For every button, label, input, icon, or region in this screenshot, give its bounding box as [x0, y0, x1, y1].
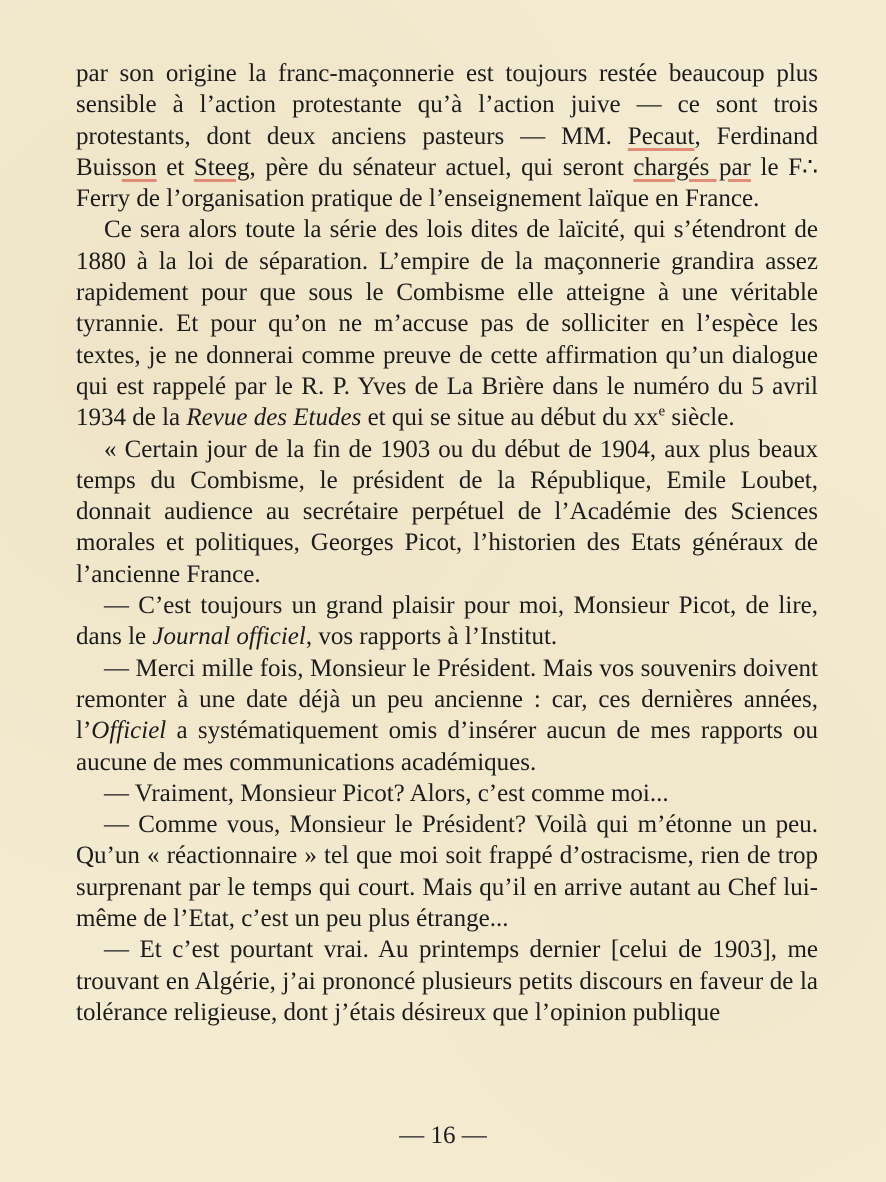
text-run: — Vraiment, Monsieur Picot? Alors, c’est comme moi...: [104, 779, 669, 807]
paragraph: [76, 934, 818, 1028]
superscript: e: [658, 403, 666, 420]
paragraph: [76, 214, 818, 433]
text-run: a systématiquement omis d’insérer aucun de mes rapports ou aucune de mes communications académiques.: [76, 717, 818, 776]
text-run: et qui se situe au début du xx: [361, 404, 659, 432]
paragraph: [76, 58, 818, 214]
highlighted-text: chargés par: [633, 153, 751, 181]
text-run: — C’est toujours un grand plaisir pour moi, Monsieur Picot, de lire, dans le: [76, 592, 818, 651]
text-run: siècle.: [665, 404, 735, 432]
text-run: , Ferdinand Buis: [76, 122, 818, 181]
paragraph: [76, 434, 818, 590]
text-run: — Comme vous, Monsieur le Président? Voilà qui m’étonne un peu. Qu’un « réactionnaire » tel que moi soit frappé d’ostracisme, rien de trop surprenant par le temps qui court. Mais qu’il en arrive autant au Chef lui-même de l’Etat, c’est un peu plus étrange...: [76, 811, 818, 933]
paragraph: [76, 778, 818, 809]
page-number: — 16 —: [399, 1122, 487, 1149]
paragraph: [76, 590, 818, 653]
highlighted-text: Pecaut: [627, 122, 695, 150]
text-run: — Et c’est pourtant vrai. Au printemps dernier [celui de 1903], me trouvant en Algérie, j’ai prononcé plusieurs petits discours en faveur de la tolérance religieuse, dont j’étais désireux que l’opinion publique: [76, 936, 818, 1026]
italic-title: Journal officiel: [152, 623, 306, 651]
text-run: — Merci mille fois, Monsieur le Président. Mais vos souvenirs doivent remonter à une date déjà un peu ancienne : car, ces dernières années, l’: [76, 654, 818, 745]
text-run: par son origine la franc-maçonnerie est toujours restée beaucoup plus sensible à l’action protestante qu’à l’action juive — ce sont trois protestants, dont deux anciens pasteurs — MM.: [76, 60, 818, 150]
text-run: le F∴ Ferry de l’organisation pratique de l’enseignement laïque en France.: [76, 153, 818, 213]
text-run: Ce sera alors toute la série des lois dites de laïcité, qui s’étendront de 1880 à la loi de séparation. L’empire de la maçonnerie grandira assez rapidement pour que sous le Combisme elle atteigne à une véritable tyrannie. Et pour qu’on ne m’accuse pas de solliciter en l’espèce les textes, je ne donnerai comme preuve de cette affirmation qu’un dialogue qui est rappelé par le R. P. Yves de La Brière dans le numéro du 5 avril 1934 de la: [76, 216, 818, 432]
italic-title: Revue des Etudes: [186, 404, 362, 432]
text-run: , vos rapports à l’Institut.: [305, 623, 558, 651]
text-run: , père du sénateur actuel, qui seront: [249, 153, 634, 181]
italic-title: Officiel: [91, 717, 167, 745]
highlighted-text: Steeg: [193, 153, 250, 181]
paragraph: [76, 809, 818, 934]
body-text: [76, 58, 818, 1028]
text-run: et: [156, 153, 194, 181]
paragraph: [76, 653, 818, 778]
text-run: « Certain jour de la fin de 1903 ou du début de 1904, aux plus beaux temps du Combisme, le président de la République, Emile Loubet, donnait audience au secrétaire perpétuel de l’Académie des Sciences morales et politiques, Georges Picot, l’historien des Etats généraux de l’ancienne France.: [76, 435, 818, 588]
highlighted-text: son: [121, 153, 157, 181]
